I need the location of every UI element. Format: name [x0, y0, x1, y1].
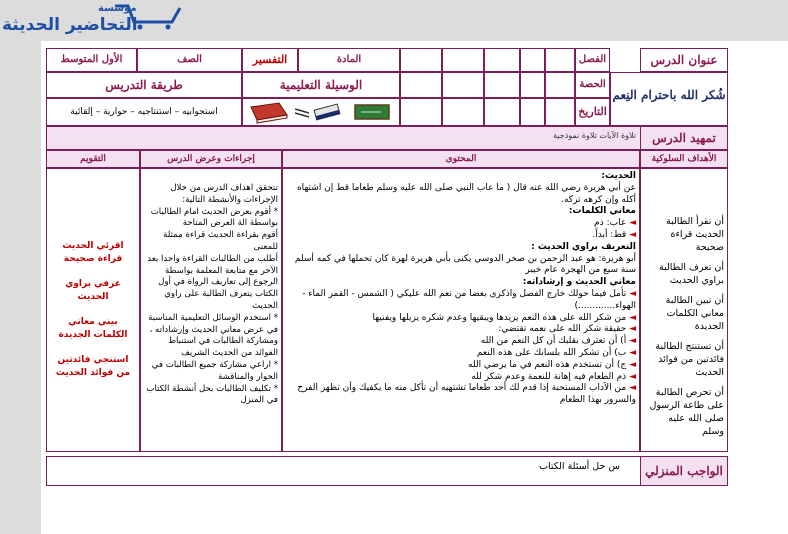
guidance-item: من الآداب المستحبة إذا قدم لك أحد طعاما تشتهيه أن تأكل منه ما يكفيك وأن تظهر الفرح والسرور بهذا الطعام — [297, 383, 636, 406]
intro-label: تمهيد الدرس — [640, 126, 728, 150]
procedure-item: أطلب من الطالبات القراءة واحدا بعد الآخر مع متابعة المعلمة بواسطة الرجوع إلى تعاريف الرواة في أول الكتاب يتعرف الطالبة على راوي الحديث — [147, 253, 278, 311]
guidance-item: حقيقة شكر الله على نعمه تقتضي: — [498, 324, 627, 335]
objective-item: أن تبين الطالبة معاني الكلمات الجديدة — [665, 295, 724, 332]
procedure-item: أقوم بقراءة الحديث قراءة ممثلة للمعنى — [163, 230, 278, 252]
period-cell-2 — [520, 72, 545, 98]
procedure-item: تتحقق اهداف الدرس من خلال الإجراءات والأنشطة التالية: — [170, 183, 278, 205]
period-cell-1 — [545, 72, 575, 98]
guidance-item: ذم الطعام فيه إهانة للنعمة وعدم شكر لله — [471, 371, 627, 382]
evaluation-item: اقرئي الحديث قراءة صحيحة — [62, 241, 124, 264]
objective-item: أن تعرف الطالبة براوي الحديث — [658, 262, 724, 286]
subject-value: التفسير — [242, 48, 298, 72]
guidance-item: ب) أن تشكر الله بلسانك على هذه النعم — [476, 347, 627, 358]
procedure-item: * استخدم الوسائل التعليمية المناسبة في عرض معاني الحديث وإرشاداته ، ومشاركة الطالبات في استنباط الفوائد من الحديث الشريف — [148, 312, 278, 359]
teaching-aid-label: الوسيلة التعليمية — [242, 72, 400, 98]
evaluation-list — [50, 240, 136, 380]
guidance-item: ج) أن تستخدم هذه النعم في ما يرضي الله — [468, 359, 627, 370]
chapter-cell-2 — [520, 48, 545, 72]
guidance-item: أ) أن تعترف بقلبك أن كل النعم من الله — [480, 336, 627, 347]
guidance-item: من شكر الله على هذه النعم يزيدها ويبقيها وعدم شكره يزيلها ويفنيها — [372, 312, 627, 323]
homework-label: الواجب المنزلي — [640, 456, 728, 486]
chalk-icon — [295, 109, 309, 117]
homework-row — [46, 456, 728, 486]
procedure-item: * أقوم بعرض الحديث امام الطالبات بواسطة الة العرض المتاحة — [150, 206, 278, 229]
period-label: الحصة — [575, 72, 610, 98]
date-cell-3 — [484, 98, 520, 126]
col-content: المحتوى — [282, 150, 640, 168]
logo-name: التحاضير الحديثة — [2, 15, 138, 35]
date-cell-1 — [545, 98, 575, 126]
meaning-item: عاب: ذم — [594, 218, 627, 229]
eraser-icon — [314, 104, 340, 120]
chapter-cell-4 — [442, 48, 484, 72]
lesson-title-label: عنوان الدرس — [640, 48, 728, 72]
evaluation-item: عرفي براوي الحديث — [65, 279, 121, 302]
date-cell-2 — [520, 98, 545, 126]
evaluation-item: بيني معاني الكلمات الجديدة — [58, 317, 128, 340]
chapter-cell-1 — [545, 48, 575, 72]
period-cell-5 — [400, 72, 442, 98]
narrator-text: أبو هريرة: هو عبد الرحمن بن صخر الدوسي يكنى بأبي هريرة لهرة كان تحملها في كمه أسلم سنة سبع من الهجرة عام خيبر — [294, 253, 636, 276]
brand-logo — [0, 0, 190, 40]
book-icon — [251, 103, 287, 123]
chapter-label: الفصل — [575, 48, 610, 72]
col-procedures: إجراءات وعرض الدرس — [140, 150, 282, 168]
narrator-title: التعريف براوي الحديث : — [531, 241, 636, 252]
evaluation-item: استنجي فائدتين من فوائد الحديث — [55, 355, 131, 378]
logo-sub: مؤسسة — [98, 3, 137, 14]
procedures-list — [144, 183, 278, 407]
guidance-title: معاني الحديث و إرشاداته: — [522, 277, 636, 288]
chapter-cell-3 — [484, 48, 520, 72]
objective-item: أن تقرأ الطالبة الحديث قراءة صحيحة — [665, 216, 724, 253]
meaning-item: قط: أبداً. — [592, 229, 627, 240]
intro-text: تلاوة الآيات تلاوة نموذجية — [553, 131, 636, 140]
meanings-title: معاني الكلمات: — [568, 206, 636, 217]
period-cell-3 — [484, 72, 520, 98]
method-value: استجوابيه – استنتاجيه – حوارية – إلقائية — [46, 98, 242, 126]
hadith-text: عن أبي هريرة رضي الله عنه قال ( ما عاب النبي صلى الله عليه وسلم طعاما قط إن اشتهاه أكله وإن كرهه تركه. — [296, 182, 636, 205]
chapter-cell-5 — [400, 48, 442, 72]
period-cell-4 — [442, 72, 484, 98]
objective-item: أن تستنتج الطالبة فائدتين من فوائد الحديث — [655, 341, 724, 378]
guidance-item: تأمل فيما حولك خارج الفصل واذكري بعضا من نعم الله عليكي ( الشمس - القمر الماء - الهواء.............) — [302, 288, 636, 311]
objective-item: أن تحرص الطالبة على طاعة الرسول صلى الله عليه وسلم — [649, 387, 724, 437]
hadith-title: الحديث: — [601, 171, 636, 181]
content-text: الحديث: عن أبي هريرة رضي الله عنه قال ( ما عاب النبي صلى الله عليه وسلم طعاما قط إن اشتهاه أكله وإن كرهه تركه. معاني الكلمات: ◄ عاب: ذم ◄ قط: أبداً. التعريف براوي الحديث : أبو هريرة: هو عبد الرحمن بن صخر الدوسي يكنى بأبي هريرة لهرة كان تحملها في كمه أسلم سنة سبع من الهجرة عام خيبر معاني الحديث و إرشاداته: ◄ تأمل فيما حولك خارج الفصل واذكري بعضا من نعم الله عليكي ( الشمس - القمر الماء - الهواء.............) ◄ من شكر الله على هذه النعم يزيدها ويبقيها وعدم شكره يزيلها ويفنيها ◄ حقيقة شكر الله على نعمه تقتضي: ◄ أ) أن تعترف بقلبك أن كل النعم من الله ◄ ب) أن تشكر الله بلسانك على هذه النعم ◄ ج) أن تستخدم هذه النعم في ما يرضي الله ◄ ذم الطعام فيه إهانة للنعمة وعدم شكر لله ◄ من الآداب المستحبة إذا قدم لك أحد طعاما تشتهيه أن تأكل منه ما يكفيك وأن تظهر الفرح والسرور بهذا الطعام — [286, 171, 636, 407]
teaching-aid-icons — [243, 99, 399, 125]
teaching-aid-cell — [242, 98, 400, 126]
objectives-list — [644, 215, 724, 445]
grade-label: الصف — [137, 48, 242, 72]
procedure-item: * اراعي مشاركة جميع الطالبات في الحوار والمناقشة — [151, 359, 278, 382]
date-cell-5 — [400, 98, 442, 126]
col-evaluation: التقويم — [46, 150, 140, 168]
homework-text: س حل أسئلة الكتاب — [539, 461, 620, 472]
col-objectives: الأهداف السلوكية — [640, 150, 728, 168]
procedure-item: * تكليف الطالبات بحل أنشطة الكتاب في المنزل — [146, 383, 278, 406]
blackboard-icon — [355, 105, 389, 119]
grade-value: الأول المتوسط — [46, 48, 137, 72]
lesson-title: شُكر الله باحترام النِعم — [612, 88, 726, 102]
date-cell-4 — [442, 98, 484, 126]
date-label: التاريخ — [575, 98, 610, 126]
subject-label: المادة — [298, 48, 400, 72]
method-label: طريقة التدريس — [46, 72, 242, 98]
